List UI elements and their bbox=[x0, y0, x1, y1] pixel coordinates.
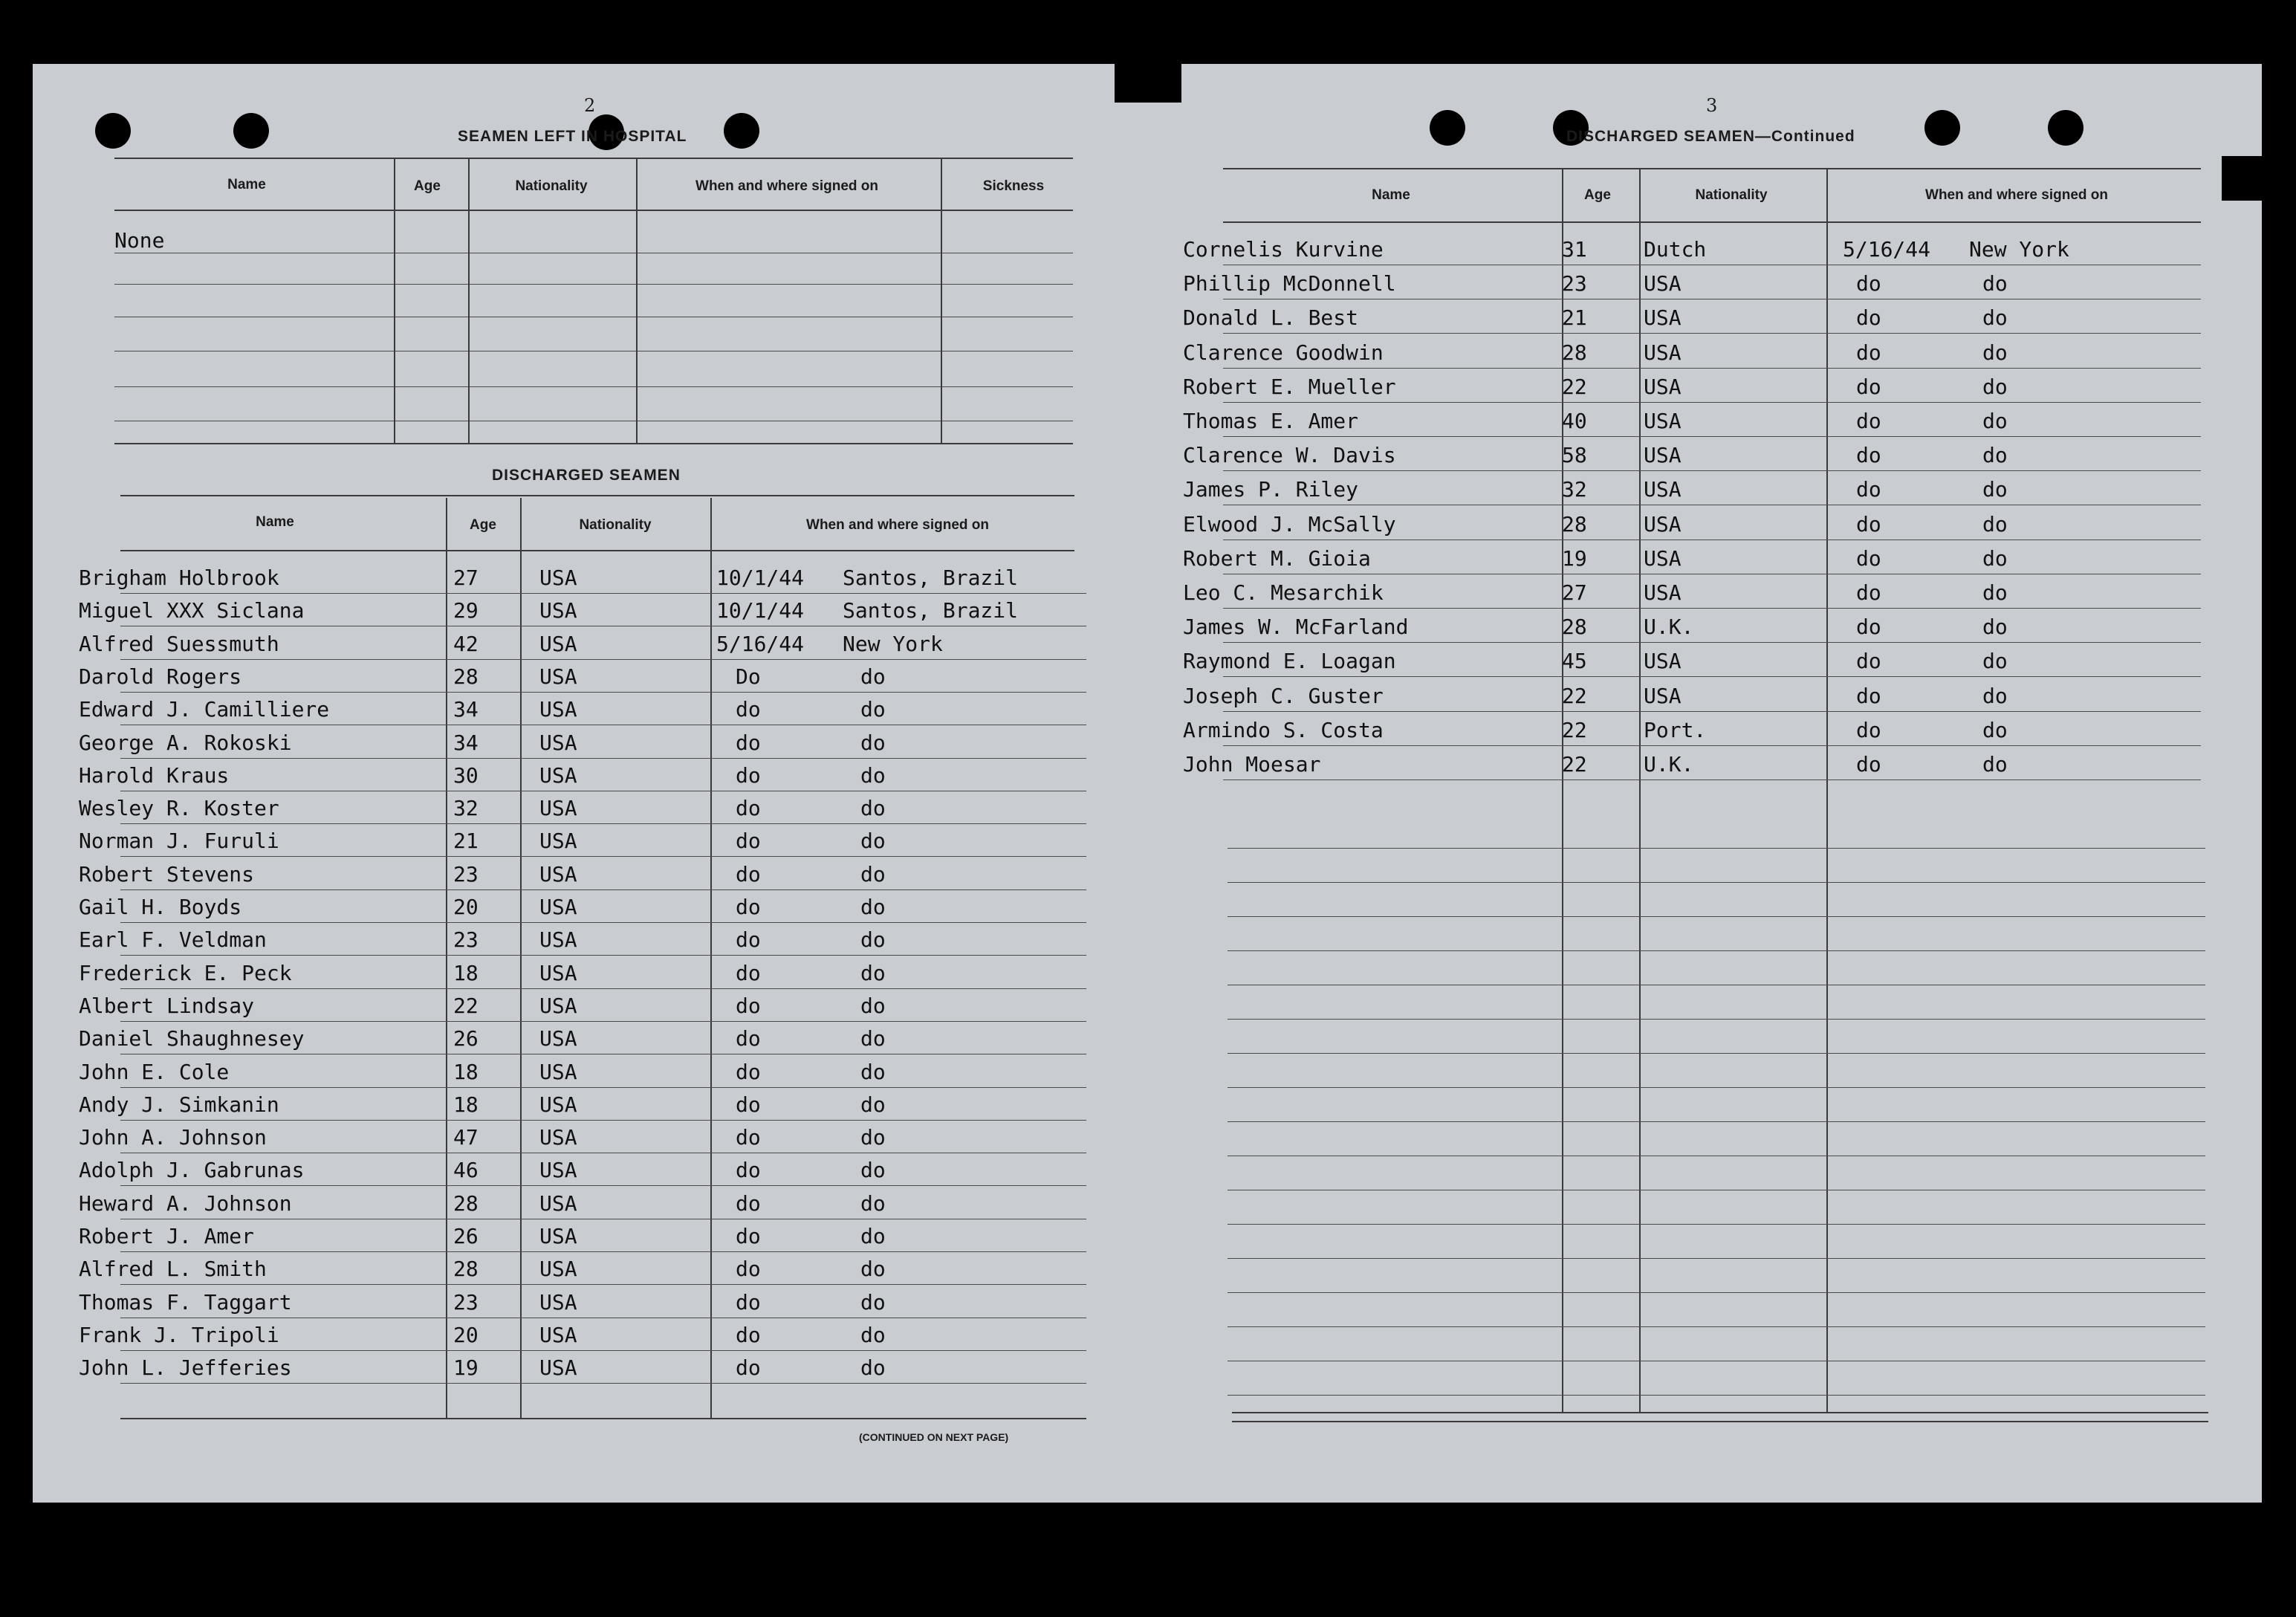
blank-row-rule bbox=[1228, 1053, 2205, 1054]
column-header: Name bbox=[227, 177, 266, 192]
seaman-nationality: USA bbox=[539, 796, 577, 820]
column-header: Age bbox=[414, 178, 441, 194]
signed-on-place: do bbox=[860, 829, 886, 853]
seaman-nationality: USA bbox=[1644, 546, 1682, 571]
punch-hole bbox=[1924, 110, 1960, 146]
seaman-age: 20 bbox=[453, 895, 479, 919]
seaman-nationality: USA bbox=[539, 994, 577, 1018]
signed-on-place: New York bbox=[843, 632, 943, 656]
row-rule bbox=[1223, 711, 2201, 712]
seaman-age: 28 bbox=[1562, 340, 1587, 365]
signed-on-date: 10/1/44 bbox=[716, 566, 805, 590]
seaman-age: 34 bbox=[453, 730, 479, 755]
seaman-nationality: USA bbox=[539, 1323, 577, 1347]
rule bbox=[114, 443, 1073, 444]
signed-on-place: do bbox=[1982, 375, 2008, 399]
seaman-age: 32 bbox=[453, 796, 479, 820]
signed-on-date: 10/1/44 bbox=[716, 598, 805, 623]
seaman-name: John Moesar bbox=[1183, 752, 1321, 777]
seaman-nationality: USA bbox=[539, 1060, 577, 1084]
seaman-name: John E. Cole bbox=[79, 1060, 230, 1084]
signed-on-place: do bbox=[860, 697, 886, 722]
seaman-age: 22 bbox=[453, 994, 479, 1018]
seaman-name: Frederick E. Peck bbox=[79, 961, 292, 985]
row-rule bbox=[120, 1021, 1086, 1022]
rule bbox=[120, 550, 1074, 551]
signed-on-date: do bbox=[1856, 684, 1881, 708]
seaman-age: 32 bbox=[1562, 477, 1587, 502]
row-rule bbox=[1223, 402, 2201, 403]
seaman-name: Daniel Shaughnesey bbox=[79, 1026, 305, 1051]
seaman-age: 28 bbox=[453, 1191, 479, 1216]
blank-row-rule bbox=[1228, 882, 2205, 883]
blank-row-rule bbox=[1228, 1292, 2205, 1293]
signed-on-date: do bbox=[736, 1026, 761, 1051]
seaman-age: 42 bbox=[453, 632, 479, 656]
seaman-nationality: USA bbox=[1644, 409, 1682, 433]
signed-on-date: do bbox=[736, 1125, 761, 1150]
seaman-age: 23 bbox=[453, 862, 479, 887]
row-rule bbox=[120, 1383, 1086, 1384]
signed-on-date: do bbox=[736, 1257, 761, 1281]
seaman-age: 19 bbox=[453, 1355, 479, 1380]
signed-on-place: do bbox=[860, 1092, 886, 1117]
torn-edge bbox=[1115, 64, 1181, 103]
seaman-age: 26 bbox=[453, 1224, 479, 1248]
blank-row-rule bbox=[1228, 848, 2205, 849]
signed-on-date: do bbox=[1856, 409, 1881, 433]
signed-on-place: do bbox=[860, 1060, 886, 1084]
seaman-name: Darold Rogers bbox=[79, 664, 242, 689]
row-rule bbox=[1223, 333, 2201, 334]
row-rule bbox=[120, 692, 1086, 693]
section-title-discharged: DISCHARGED SEAMEN bbox=[492, 467, 681, 484]
seaman-nationality: USA bbox=[539, 1224, 577, 1248]
seaman-name: Thomas E. Amer bbox=[1183, 409, 1359, 433]
seaman-name: Phillip McDonnell bbox=[1183, 271, 1396, 296]
signed-on-date: do bbox=[1856, 375, 1881, 399]
footer-note: (CONTINUED ON NEXT PAGE) bbox=[859, 1431, 1009, 1443]
seaman-nationality: USA bbox=[539, 961, 577, 985]
seaman-name: Clarence Goodwin bbox=[1183, 340, 1384, 365]
seaman-name: Earl F. Veldman bbox=[79, 927, 267, 952]
seaman-nationality: Port. bbox=[1644, 718, 1707, 742]
signed-on-place: do bbox=[860, 664, 886, 689]
signed-on-place: do bbox=[1982, 615, 2008, 639]
row-rule bbox=[1223, 745, 2201, 746]
signed-on-place: do bbox=[860, 1257, 886, 1281]
signed-on-place: do bbox=[1982, 305, 2008, 330]
signed-on-place: do bbox=[860, 1191, 886, 1216]
seaman-nationality: USA bbox=[1644, 271, 1682, 296]
signed-on-place: do bbox=[860, 862, 886, 887]
rule bbox=[1223, 221, 2201, 223]
row-rule bbox=[120, 1185, 1086, 1186]
signed-on-date: do bbox=[736, 763, 761, 788]
signed-on-place: do bbox=[1982, 340, 2008, 365]
column-header: Nationality bbox=[1695, 187, 1768, 203]
rule bbox=[1232, 1412, 2208, 1413]
seaman-nationality: USA bbox=[539, 664, 577, 689]
row-rule bbox=[120, 593, 1086, 594]
seaman-name: Raymond E. Loagan bbox=[1183, 649, 1396, 673]
seaman-nationality: U.K. bbox=[1644, 752, 1694, 777]
seaman-age: 20 bbox=[453, 1323, 479, 1347]
seaman-age: 27 bbox=[453, 566, 479, 590]
hospital-entry: None bbox=[114, 228, 165, 253]
seaman-age: 18 bbox=[453, 1092, 479, 1117]
signed-on-place: do bbox=[1982, 409, 2008, 433]
row-rule bbox=[1223, 642, 2201, 643]
signed-on-date: do bbox=[736, 1191, 761, 1216]
row-rule bbox=[1223, 539, 2201, 540]
seaman-age: 28 bbox=[453, 1257, 479, 1281]
seaman-nationality: USA bbox=[539, 566, 577, 590]
seaman-age: 45 bbox=[1562, 649, 1587, 673]
signed-on-place: do bbox=[860, 1323, 886, 1347]
punch-hole bbox=[95, 113, 131, 149]
signed-on-place: Santos, Brazil bbox=[843, 566, 1019, 590]
seaman-nationality: USA bbox=[1644, 477, 1682, 502]
seaman-name: Leo C. Mesarchik bbox=[1183, 580, 1384, 605]
column-header: Age bbox=[470, 517, 496, 533]
blank-row-rule bbox=[1228, 916, 2205, 917]
signed-on-date: do bbox=[1856, 615, 1881, 639]
signed-on-place: do bbox=[860, 1158, 886, 1182]
column-header: Name bbox=[1372, 187, 1410, 203]
seaman-age: 58 bbox=[1562, 443, 1587, 467]
seaman-name: Robert J. Amer bbox=[79, 1224, 255, 1248]
signed-on-place: do bbox=[860, 796, 886, 820]
row-rule bbox=[120, 758, 1086, 759]
signed-on-date: do bbox=[1856, 718, 1881, 742]
seaman-name: Alfred L. Smith bbox=[79, 1257, 267, 1281]
seaman-name: Norman J. Furuli bbox=[79, 829, 279, 853]
seaman-nationality: USA bbox=[539, 1355, 577, 1380]
seaman-age: 19 bbox=[1562, 546, 1587, 571]
seaman-nationality: Dutch bbox=[1644, 237, 1707, 262]
seaman-age: 22 bbox=[1562, 752, 1587, 777]
rule bbox=[114, 158, 1073, 159]
signed-on-date: do bbox=[1856, 752, 1881, 777]
seaman-name: Robert M. Gioia bbox=[1183, 546, 1371, 571]
signed-on-place: do bbox=[1982, 718, 2008, 742]
seaman-nationality: USA bbox=[539, 730, 577, 755]
signed-on-place: do bbox=[1982, 477, 2008, 502]
signed-on-date: do bbox=[736, 697, 761, 722]
torn-edge bbox=[2222, 156, 2266, 201]
column-divider bbox=[446, 498, 447, 1418]
punch-hole bbox=[1430, 110, 1465, 146]
punch-hole bbox=[2048, 110, 2083, 146]
row-rule bbox=[120, 922, 1086, 923]
page-number: 3 bbox=[1706, 95, 1718, 116]
signed-on-date: do bbox=[1856, 477, 1881, 502]
seaman-nationality: USA bbox=[539, 927, 577, 952]
row-rule bbox=[120, 988, 1086, 989]
seaman-age: 34 bbox=[453, 697, 479, 722]
row-rule bbox=[1223, 436, 2201, 437]
column-divider bbox=[394, 159, 395, 443]
seaman-age: 18 bbox=[453, 961, 479, 985]
signed-on-date: do bbox=[736, 796, 761, 820]
signed-on-date: Do bbox=[736, 664, 761, 689]
signed-on-place: do bbox=[860, 1290, 886, 1315]
column-header: When and where signed on bbox=[1925, 187, 2108, 203]
seaman-nationality: USA bbox=[539, 632, 577, 656]
seaman-name: Donald L. Best bbox=[1183, 305, 1359, 330]
page-number: 2 bbox=[584, 95, 596, 116]
seaman-nationality: USA bbox=[539, 1191, 577, 1216]
seaman-name: James P. Riley bbox=[1183, 477, 1359, 502]
punch-hole bbox=[724, 113, 759, 149]
row-rule bbox=[120, 1251, 1086, 1252]
seaman-name: Frank J. Tripoli bbox=[79, 1323, 279, 1347]
signed-on-place: do bbox=[1982, 649, 2008, 673]
row-rule bbox=[120, 889, 1086, 890]
signed-on-place: do bbox=[860, 1224, 886, 1248]
signed-on-place: do bbox=[860, 1355, 886, 1380]
seaman-nationality: USA bbox=[539, 1026, 577, 1051]
rule bbox=[114, 386, 1073, 387]
signed-on-date: do bbox=[736, 1158, 761, 1182]
blank-row-rule bbox=[1228, 1326, 2205, 1327]
signed-on-place: do bbox=[1982, 271, 2008, 296]
seaman-nationality: USA bbox=[539, 862, 577, 887]
signed-on-place: do bbox=[860, 1125, 886, 1150]
column-divider bbox=[1639, 169, 1641, 1412]
signed-on-place: do bbox=[1982, 580, 2008, 605]
seaman-nationality: USA bbox=[1644, 684, 1682, 708]
row-rule bbox=[120, 659, 1086, 660]
column-divider bbox=[636, 159, 638, 443]
seaman-nationality: USA bbox=[539, 1158, 577, 1182]
signed-on-date: do bbox=[1856, 443, 1881, 467]
row-rule bbox=[120, 823, 1086, 824]
seaman-nationality: U.K. bbox=[1644, 615, 1694, 639]
row-rule bbox=[120, 1284, 1086, 1285]
punch-hole bbox=[233, 113, 269, 149]
signed-on-place: do bbox=[860, 961, 886, 985]
signed-on-place: do bbox=[1982, 684, 2008, 708]
signed-on-date: do bbox=[1856, 305, 1881, 330]
column-divider bbox=[941, 159, 942, 443]
signed-on-place: do bbox=[1982, 752, 2008, 777]
signed-on-date: do bbox=[1856, 512, 1881, 537]
column-header: Nationality bbox=[579, 517, 652, 533]
seaman-nationality: USA bbox=[539, 598, 577, 623]
seaman-age: 28 bbox=[453, 664, 479, 689]
seaman-age: 22 bbox=[1562, 375, 1587, 399]
seaman-name: Brigham Holbrook bbox=[79, 566, 279, 590]
blank-row-rule bbox=[1228, 1121, 2205, 1122]
seaman-age: 47 bbox=[453, 1125, 479, 1150]
blank-row-rule bbox=[1228, 1087, 2205, 1088]
row-rule bbox=[120, 856, 1086, 857]
section-title-hospital: SEAMEN LEFT IN HOSPITAL bbox=[458, 128, 687, 145]
seaman-name: Albert Lindsay bbox=[79, 994, 255, 1018]
seaman-name: Armindo S. Costa bbox=[1183, 718, 1384, 742]
seaman-nationality: USA bbox=[1644, 443, 1682, 467]
seaman-age: 28 bbox=[1562, 512, 1587, 537]
column-header: When and where signed on bbox=[695, 178, 878, 194]
signed-on-place: do bbox=[860, 1026, 886, 1051]
signed-on-place: do bbox=[860, 895, 886, 919]
rule bbox=[120, 1418, 1086, 1419]
signed-on-date: do bbox=[1856, 649, 1881, 673]
column-header: Nationality bbox=[515, 178, 588, 194]
rule bbox=[120, 495, 1074, 496]
row-rule bbox=[1223, 470, 2201, 471]
seaman-name: Wesley R. Koster bbox=[79, 796, 279, 820]
seaman-nationality: USA bbox=[539, 1092, 577, 1117]
seaman-nationality: USA bbox=[1644, 375, 1682, 399]
blank-row-rule bbox=[1228, 950, 2205, 951]
seaman-age: 30 bbox=[453, 763, 479, 788]
row-rule bbox=[120, 1087, 1086, 1088]
seaman-age: 27 bbox=[1562, 580, 1587, 605]
seaman-name: Andy J. Simkanin bbox=[79, 1092, 279, 1117]
signed-on-date: 5/16/44 bbox=[716, 632, 805, 656]
signed-on-date: do bbox=[736, 961, 761, 985]
seaman-name: Robert Stevens bbox=[79, 862, 255, 887]
signed-on-date: do bbox=[736, 862, 761, 887]
signed-on-place: do bbox=[1982, 546, 2008, 571]
rule bbox=[1232, 1421, 2208, 1422]
rule bbox=[1223, 168, 2201, 169]
seaman-nationality: USA bbox=[1644, 340, 1682, 365]
row-rule bbox=[120, 1350, 1086, 1351]
rule bbox=[114, 284, 1073, 285]
blank-row-rule bbox=[1228, 1258, 2205, 1259]
signed-on-date: do bbox=[736, 730, 761, 755]
signed-on-date: do bbox=[736, 1323, 761, 1347]
column-divider bbox=[710, 498, 712, 1418]
seaman-nationality: USA bbox=[539, 697, 577, 722]
seaman-age: 29 bbox=[453, 598, 479, 623]
seaman-age: 18 bbox=[453, 1060, 479, 1084]
row-rule bbox=[120, 1120, 1086, 1121]
document-sheet bbox=[33, 64, 2262, 1503]
row-rule bbox=[1223, 368, 2201, 369]
seaman-name: John L. Jefferies bbox=[79, 1355, 292, 1380]
seaman-nationality: USA bbox=[539, 763, 577, 788]
column-header: Name bbox=[256, 514, 294, 530]
row-rule bbox=[1223, 608, 2201, 609]
seaman-name: Miguel XXX Siclana bbox=[79, 598, 305, 623]
seaman-age: 22 bbox=[1562, 684, 1587, 708]
seaman-nationality: USA bbox=[1644, 580, 1682, 605]
seaman-name: Heward A. Johnson bbox=[79, 1191, 292, 1216]
seaman-name: Robert E. Mueller bbox=[1183, 375, 1396, 399]
seaman-name: Adolph J. Gabrunas bbox=[79, 1158, 305, 1182]
seaman-name: Elwood J. McSally bbox=[1183, 512, 1396, 537]
seaman-age: 21 bbox=[1562, 305, 1587, 330]
seaman-name: George A. Rokoski bbox=[79, 730, 292, 755]
column-divider bbox=[520, 498, 522, 1418]
signed-on-place: do bbox=[860, 994, 886, 1018]
signed-on-date: do bbox=[736, 829, 761, 853]
column-divider bbox=[1826, 169, 1828, 1412]
signed-on-place: do bbox=[1982, 512, 2008, 537]
seaman-nationality: USA bbox=[539, 895, 577, 919]
seaman-name: Harold Kraus bbox=[79, 763, 230, 788]
blank-row-rule bbox=[1228, 1019, 2205, 1020]
signed-on-date: do bbox=[1856, 580, 1881, 605]
seaman-nationality: USA bbox=[539, 829, 577, 853]
seaman-nationality: USA bbox=[1644, 649, 1682, 673]
column-header: When and where signed on bbox=[806, 517, 989, 533]
section-title-continued: DISCHARGED SEAMEN—Continued bbox=[1566, 128, 1855, 145]
seaman-name: Cornelis Kurvine bbox=[1183, 237, 1384, 262]
blank-row-rule bbox=[1228, 1395, 2205, 1396]
seaman-age: 22 bbox=[1562, 718, 1587, 742]
signed-on-place: do bbox=[860, 763, 886, 788]
seaman-name: Joseph C. Guster bbox=[1183, 684, 1384, 708]
rule bbox=[114, 210, 1073, 211]
seaman-nationality: USA bbox=[539, 1290, 577, 1315]
signed-on-date: do bbox=[1856, 546, 1881, 571]
seaman-name: Clarence W. Davis bbox=[1183, 443, 1396, 467]
seaman-age: 21 bbox=[453, 829, 479, 853]
signed-on-date: 5/16/44 bbox=[1843, 237, 1931, 262]
seaman-age: 46 bbox=[453, 1158, 479, 1182]
signed-on-date: do bbox=[736, 1290, 761, 1315]
seaman-name: Thomas F. Taggart bbox=[79, 1290, 292, 1315]
seaman-age: 40 bbox=[1562, 409, 1587, 433]
signed-on-date: do bbox=[736, 895, 761, 919]
seaman-age: 26 bbox=[453, 1026, 479, 1051]
signed-on-date: do bbox=[736, 1355, 761, 1380]
signed-on-date: do bbox=[1856, 340, 1881, 365]
row-rule bbox=[1223, 676, 2201, 677]
seaman-name: Edward J. Camilliere bbox=[79, 697, 330, 722]
signed-on-date: do bbox=[736, 1224, 761, 1248]
seaman-nationality: USA bbox=[539, 1125, 577, 1150]
seaman-name: James W. McFarland bbox=[1183, 615, 1409, 639]
seaman-name: Alfred Suessmuth bbox=[79, 632, 279, 656]
signed-on-place: do bbox=[860, 927, 886, 952]
column-header: Age bbox=[1584, 187, 1611, 203]
seaman-age: 28 bbox=[1562, 615, 1587, 639]
signed-on-place: Santos, Brazil bbox=[843, 598, 1019, 623]
row-rule bbox=[120, 955, 1086, 956]
signed-on-place: do bbox=[860, 730, 886, 755]
signed-on-date: do bbox=[736, 994, 761, 1018]
seaman-age: 23 bbox=[453, 1290, 479, 1315]
signed-on-place: do bbox=[1982, 443, 2008, 467]
seaman-nationality: USA bbox=[1644, 305, 1682, 330]
signed-on-date: do bbox=[736, 927, 761, 952]
seaman-age: 23 bbox=[1562, 271, 1587, 296]
seaman-name: John A. Johnson bbox=[79, 1125, 267, 1150]
seaman-name: Gail H. Boyds bbox=[79, 895, 242, 919]
column-header: Sickness bbox=[982, 178, 1045, 194]
seaman-age: 23 bbox=[453, 927, 479, 952]
signed-on-date: do bbox=[736, 1060, 761, 1084]
blank-row-rule bbox=[1228, 1224, 2205, 1225]
seaman-age: 31 bbox=[1562, 237, 1587, 262]
signed-on-place: New York bbox=[1969, 237, 2069, 262]
signed-on-date: do bbox=[736, 1092, 761, 1117]
seaman-nationality: USA bbox=[1644, 512, 1682, 537]
signed-on-date: do bbox=[1856, 271, 1881, 296]
seaman-nationality: USA bbox=[539, 1257, 577, 1281]
column-divider bbox=[468, 159, 470, 443]
